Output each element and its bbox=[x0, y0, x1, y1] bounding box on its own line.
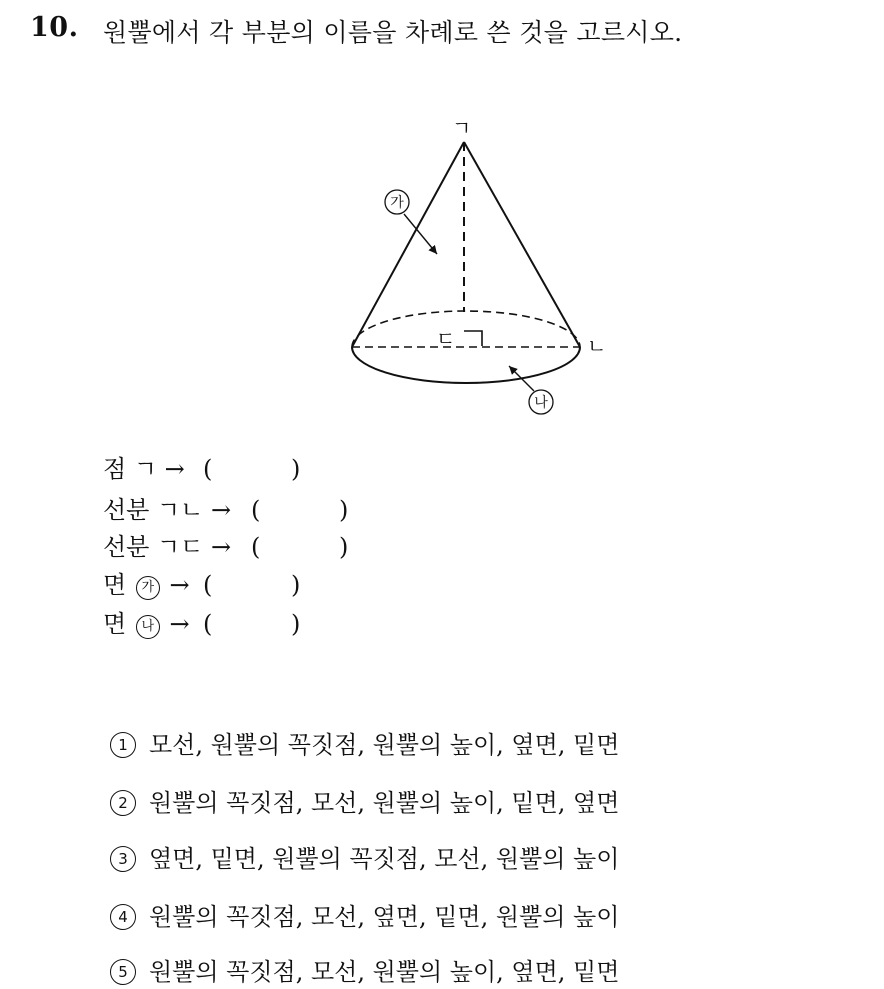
choice-text: 원뿔의 꼭짓점, 모선, 옆면, 밑면, 원뿔의 높이 bbox=[149, 903, 620, 931]
region-base-arrow bbox=[509, 366, 534, 391]
blank-label: 선분 ㄱㄷ → bbox=[103, 533, 232, 561]
base-front-arc bbox=[352, 347, 580, 383]
choice-text: 모선, 원뿔의 꼭짓점, 원뿔의 높이, 옆면, 밑면 bbox=[149, 731, 620, 759]
apex-label: ㄱ bbox=[452, 116, 472, 140]
choice-1[interactable] bbox=[110, 728, 619, 762]
close-paren: ) bbox=[291, 571, 301, 599]
choice-number: 2 bbox=[110, 790, 136, 816]
circled-ga-mark: 가 bbox=[136, 576, 160, 600]
open-paren: ( bbox=[203, 455, 213, 483]
question-stem: 원뿔에서 각 부분의 이름을 차례로 쓴 것을 고르시오. bbox=[103, 18, 683, 47]
region-base-label: 나 bbox=[534, 395, 548, 411]
arrow-symbol: → bbox=[169, 610, 190, 638]
blank-label bbox=[103, 607, 190, 641]
choice-number: 4 bbox=[110, 904, 136, 930]
rim-point-label: ㄴ bbox=[587, 334, 607, 358]
face-word: 면 bbox=[103, 571, 127, 599]
arrow-symbol: → bbox=[169, 571, 190, 599]
choice-text: 옆면, 밑면, 원뿔의 꼭짓점, 모선, 원뿔의 높이 bbox=[149, 845, 620, 873]
circled-na-mark: 나 bbox=[136, 615, 160, 639]
choice-number: 5 bbox=[110, 959, 136, 985]
close-paren: ) bbox=[291, 610, 301, 638]
blank-label bbox=[103, 568, 190, 602]
choice-text: 원뿔의 꼭짓점, 모선, 원뿔의 높이, 옆면, 밑면 bbox=[149, 958, 620, 986]
close-paren: ) bbox=[291, 455, 301, 483]
choice-3[interactable] bbox=[110, 842, 619, 876]
choice-number: 3 bbox=[110, 846, 136, 872]
right-angle-mark bbox=[464, 331, 482, 346]
region-side-label: 가 bbox=[390, 195, 404, 211]
cone-slant-right-line bbox=[464, 142, 580, 347]
choice-4[interactable] bbox=[110, 900, 619, 934]
open-paren: ( bbox=[251, 496, 261, 524]
blank-label: 점 ㄱ → bbox=[103, 455, 185, 483]
face-word: 면 bbox=[103, 610, 127, 638]
center-point-label: ㄷ bbox=[436, 327, 456, 351]
close-paren: ) bbox=[339, 496, 349, 524]
base-back-arc bbox=[352, 311, 580, 347]
open-paren: ( bbox=[251, 533, 261, 561]
question-number: 10. bbox=[30, 12, 79, 43]
open-paren: ( bbox=[203, 571, 213, 599]
blank-label: 선분 ㄱㄴ → bbox=[103, 496, 232, 524]
close-paren: ) bbox=[339, 533, 349, 561]
choice-number: 1 bbox=[110, 732, 136, 758]
choice-text: 원뿔의 꼭짓점, 모선, 원뿔의 높이, 밑면, 옆면 bbox=[149, 789, 620, 817]
choice-5[interactable] bbox=[110, 955, 619, 989]
choice-2[interactable] bbox=[110, 786, 619, 820]
open-paren: ( bbox=[203, 610, 213, 638]
